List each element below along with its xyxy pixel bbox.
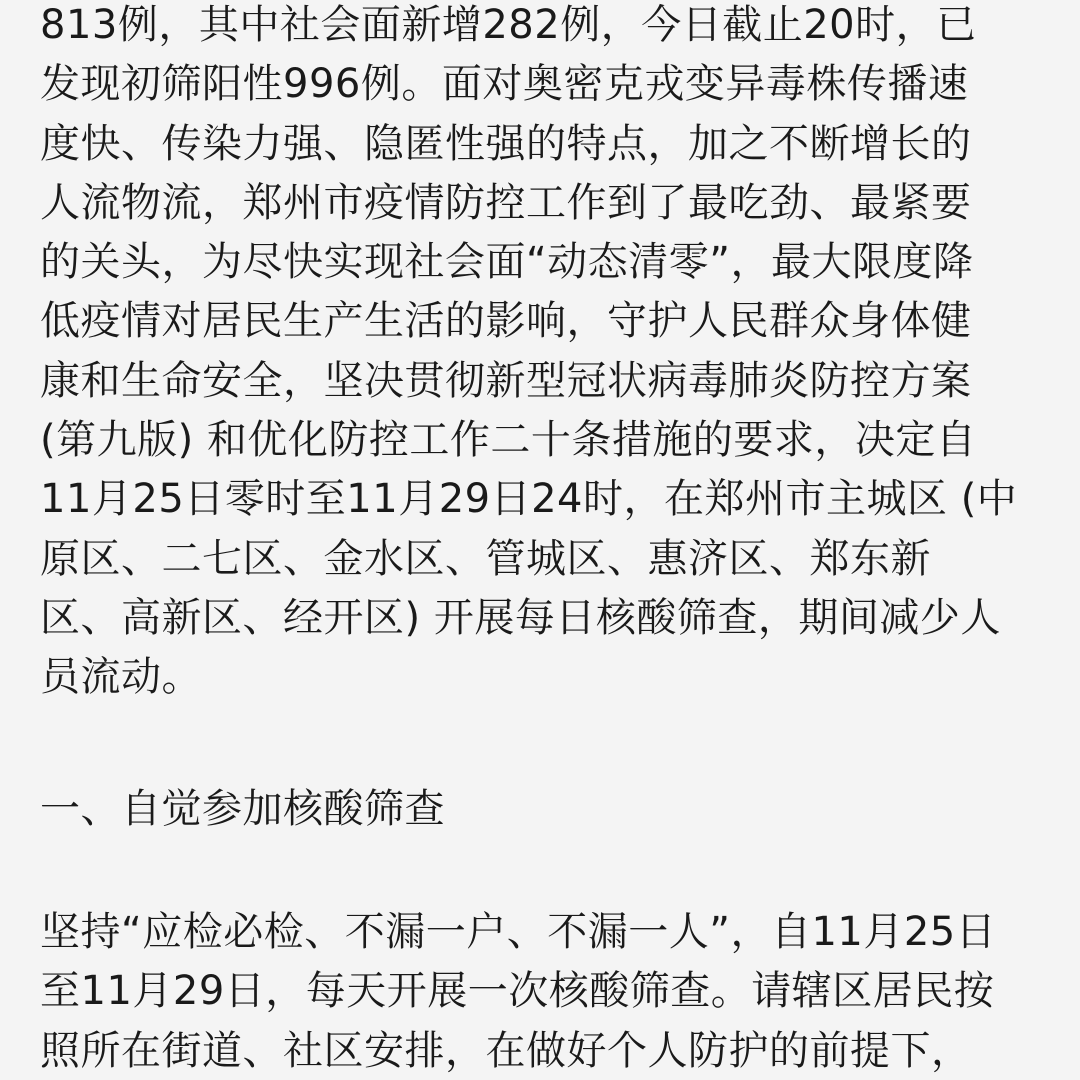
- article-paragraph-2: [40, 903, 996, 1080]
- text-line: 区、高新区、经开区) 开展每日核酸筛查，期间减少人: [40, 594, 1001, 641]
- text-line: 低疫情对居民生产生活的影响，守护人民群众身体健: [40, 298, 972, 345]
- text-line: 康和生命安全，坚决贯彻新型冠状病毒肺炎防控方案: [40, 357, 972, 404]
- article-paragraph-1: [40, 0, 1040, 708]
- text-line: 度快、传染力强、隐匿性强的特点，加之不断增长的: [40, 120, 972, 167]
- text-line: 的关头，为尽快实现社会面“动态清零”，最大限度降: [40, 239, 974, 286]
- text-line: 人流物流，郑州市疫情防控工作到了最吃劲、最紧要: [40, 179, 972, 226]
- text-line: 至11月29日，每天开展一次核酸筛查。请辖区居民按: [40, 968, 995, 1015]
- text-line: (第九版) 和优化防控工作二十条措施的要求，决定自: [40, 417, 977, 464]
- text-line: 坚持“应检必检、不漏一户、不漏一人”，自11月25日: [40, 909, 997, 955]
- section-heading: [40, 780, 445, 839]
- text-line: 照所在街道、社区安排，在做好个人防护的前提下，: [40, 1027, 972, 1074]
- text-line: 11月25日零时至11月29日24时，在郑州市主城区 (中: [40, 476, 1018, 523]
- text-line: 员流动。: [40, 654, 202, 701]
- heading-text: 一、自觉参加核酸筛查: [40, 786, 445, 832]
- text-line: 原区、二七区、金水区、管城区、惠济区、郑东新: [40, 535, 931, 582]
- text-line: 发现初筛阳性996例。面对奥密克戎变异毒株传播速: [40, 61, 969, 108]
- text-line: 813例，其中社会面新增282例，今日截止20时，已: [40, 2, 977, 48]
